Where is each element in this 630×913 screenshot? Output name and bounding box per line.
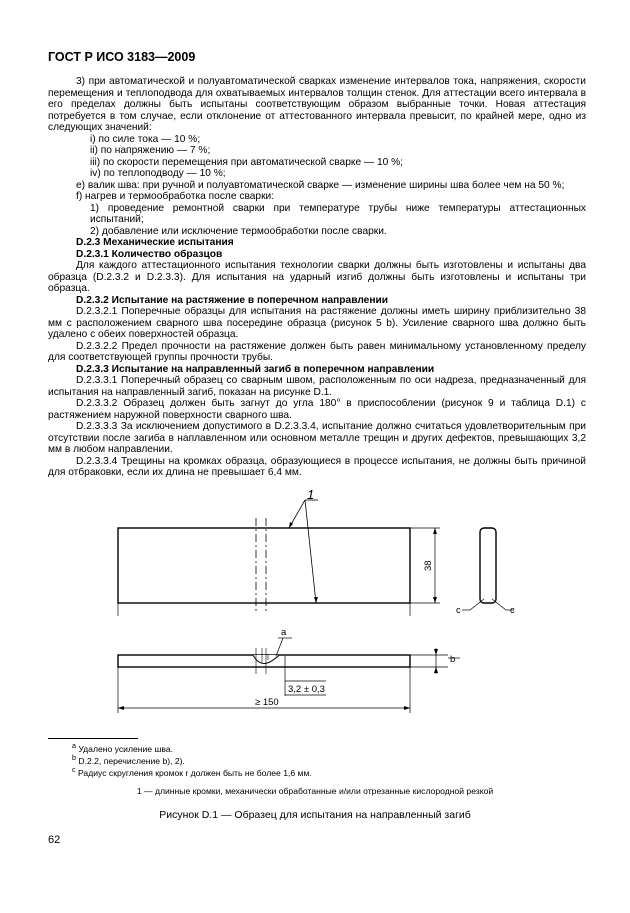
list-item: 1) проведение ремонтной сварки при температуре трубы ниже температуры аттестационных испытаний; [90,202,586,225]
list-item: f) нагрев и термообработка после сварки: [76,191,275,202]
page-header: ГОСТ Р ИСО 3183—2009 [48,50,196,64]
paragraph: 3) при автоматической и полуавтоматической сварках изменение интервалов тока, напряжения, скорости перемещения и теплоподвода для охватываемых интервалов толщин стенок. Для аттестации всего интервала в его пределах должны быть испытаны соответствующим образом выбранные точки. Новая аттестация потребуется в том случае, если отклонение от аттестованного интервала превысит, по крайней мере, одно из следующих значений: [48,76,586,133]
footnote-a: $^a$ Удалено усиление шва. [72,742,173,754]
footnote-c: $^c$ Радиус скругления кромок r должен быть не более 1,6 мм. [72,766,312,778]
label-b: b [450,654,456,665]
paragraph: D.2.3.2.1 Поперечные образцы для испытания на растяжение должны иметь ширину приблизительно 38 мм с расположением сварного шва посередине образца (рисунок 5 b). Усиление сварного шва должно быть удалено с обеих поверхностей образца. [48,306,586,340]
figure-drawing [0,488,630,728]
dim-150: ≥ 150 [255,697,279,708]
section-heading: D.2.3.2 Испытание на растяжение в поперечном направлении [76,294,389,306]
dim-38: 38 [423,560,434,571]
paragraph: D.2.3.3.4 Трещины на кромках образца, образующиеся в процессе испытания, не должны быть причиной для отбраковки, если их длина не превышает 6,4 мм. [48,455,586,478]
label-a: a [281,627,287,638]
list-item: 2) добавление или исключение термообработки после сварки. [90,225,387,237]
figure-legend: 1 — длинные кромки, механически обработанные и/или отрезанные кислородной резкой [136,786,494,796]
body-text [48,76,586,479]
figure-caption: Рисунок D.1 — Образец для испытания на направленный загиб [159,809,471,821]
list-item: e) валик шва: при ручной и полуавтоматической сварке — изменение ширины шва более чем на 50 %; [76,179,565,191]
paragraph: D.2.3.3.3 За исключением допустимого в D.2.3.3.4, испытание должно считаться удовлетворительным при отсутствии после загиба в наплавленном или основном металле трещин и других дефектов, превышающих 3,2 мм в любом направлении. [48,421,586,455]
label-c-right: c [510,605,515,616]
list-item: iv) по теплоподводу — 10 %; [90,168,226,179]
footnote-rule [48,738,138,739]
page-number: 62 [48,834,61,846]
section-heading: D.2.3.3 Испытание на направленный загиб в поперечном направлении [76,363,435,375]
callout-1: 1 [307,488,315,502]
paragraph: D.2.3.3.2 Образец должен быть загнут до угла 180° в приспособлении (рисунок 9 и таблица D.1) с растяжением наружной поверхности сварного шва. [48,398,586,421]
list-item: iii) по скорости перемещения при автоматической сварке — 10 %; [90,156,404,168]
footnote-b: $^b$ D.2.2, перечисление b), 2). [72,754,185,766]
section-heading: D.2.3 Механические испытания [76,237,234,248]
section-heading: D.2.3.1 Количество образцов [76,248,223,260]
paragraph: Для каждого аттестационного испытания технологии сварки должны быть изготовлены и испытаны два образца (D.2.3.2 и D.2.3.3). Для испытания на ударный изгиб должны быть изготовлены и испытаны три образца. [48,260,586,294]
specimen-top-view [118,528,410,603]
paragraph: D.2.3.2.2 Предел прочности на растяжение должен быть равен минимальному установленному пределу для соответствующей группы прочности трубы. [48,340,586,363]
list-item: ii) по напряжению — 7 %; [90,145,211,156]
list-item: i) по силе тока — 10 %; [90,133,201,145]
paragraph: D.2.3.3.1 Поперечный образец со сварным швом, расположенным по оси надреза, предназначенный для испытания на направленный загиб, показан на рисунке D.1. [48,375,586,398]
specimen-end-view [480,528,496,603]
label-c-left: c [456,605,461,616]
dim-3-2: 3,2 ± 0,3 [288,684,325,695]
